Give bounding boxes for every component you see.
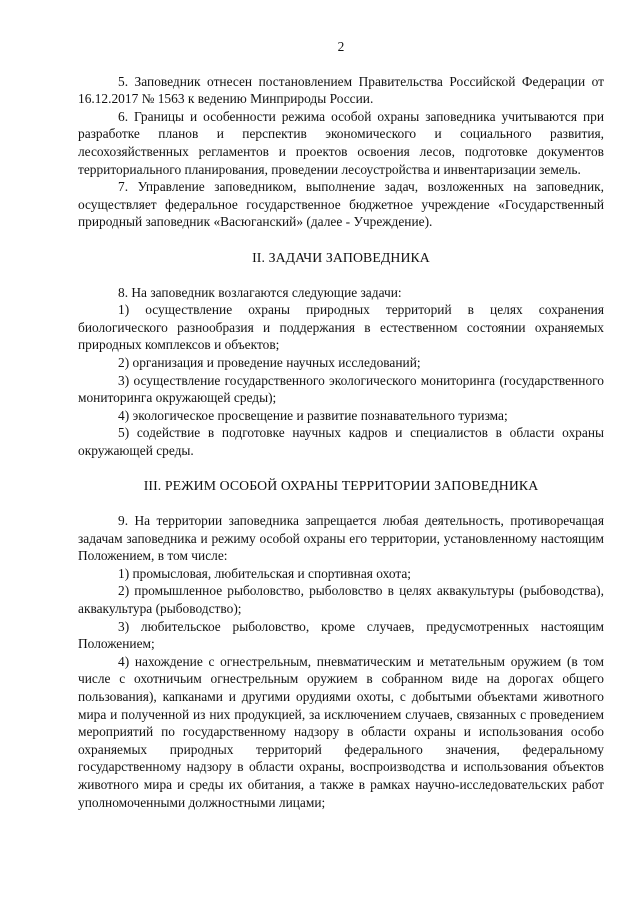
task-item-4: 4) экологическое просвещение и развитие познавательного туризма; <box>118 407 508 423</box>
section-2-heading: II. ЗАДАЧИ ЗАПОВЕДНИКА <box>252 249 430 265</box>
prohibition-item-4: 4) нахождение с огнестрельным, пневматическим и метательным оружием (в том числе с охотничьим огнестрельным оружием в собранном виде на дорогах общего пользования), капканами и другими орудиями охоты, с добытыми объектами животного мира и полученной из них продукцией, за исключением случаев, связанных с проведением мероприятий по государственному надзору в области охраны и использования особо охраняемых природных территорий федерального значения, федеральному государственному надзору в области охраны, воспроизводства и использования объектов животного мира и среды их обитания, а также в рамках научно-исследовательских работ уполномоченными должностными лицами; <box>78 653 604 810</box>
task-item-3: 3) осуществление государственного экологического мониторинга (государственного мониторинга окружающей среды); <box>78 372 604 406</box>
prohibition-item-3: 3) любительское рыболовство, кроме случаев, предусмотренных настоящим Положением; <box>78 618 604 652</box>
task-item-5: 5) содействие в подготовке научных кадров и специалистов в области охраны окружающей среды. <box>78 425 604 458</box>
task-item-1: 1) осуществление охраны природных территорий в целях сохранения биологического разнообразия и поддержания в естественном состоянии охраняемых природных комплексов и объектов; <box>78 302 604 353</box>
page-number: 2 <box>337 39 345 54</box>
task-item-2: 2) организация и проведение научных исследований; <box>118 354 421 370</box>
paragraph-9: 9. На территории заповедника запрещается любая деятельность, противоречащая задачам заповедника и режиму особой охраны его территории, установленному настоящим Положением, в том числе: <box>78 513 604 564</box>
paragraph-6: 6. Границы и особенности режима особой охраны заповедника учитываются при разработке планов и перспектив экономического и социального развития, лесохозяйственных регламентов и проектов освоения лесов, подготовке документов территориального планирования, проведении лесоустройства и инвентаризации земель. <box>78 108 604 177</box>
paragraph-5: 5. Заповедник отнесен постановлением Правительства Российской Федерации от 16.12.2017 № 1563 к ведению Минприроды России. <box>78 73 604 107</box>
section-3-heading: III. РЕЖИМ ОСОБОЙ ОХРАНЫ ТЕРРИТОРИИ ЗАПОВЕДНИКА <box>143 478 539 494</box>
prohibition-item-2: 2) промышленное рыболовство, рыболовство в целях аквакультуры (рыбоводства), аквакультура (рыбоводство); <box>78 583 604 617</box>
prohibition-item-1: 1) промысловая, любительская и спортивная охота; <box>118 565 412 581</box>
paragraph-8: 8. На заповедник возлагаются следующие задачи: <box>118 284 402 300</box>
paragraph-7: 7. Управление заповедником, выполнение задач, возложенных на заповедник, осуществляет федеральное государственное бюджетное учреждение «Государственный природный заповедник «Васюганский» (далее - Учреждение). <box>78 179 604 230</box>
